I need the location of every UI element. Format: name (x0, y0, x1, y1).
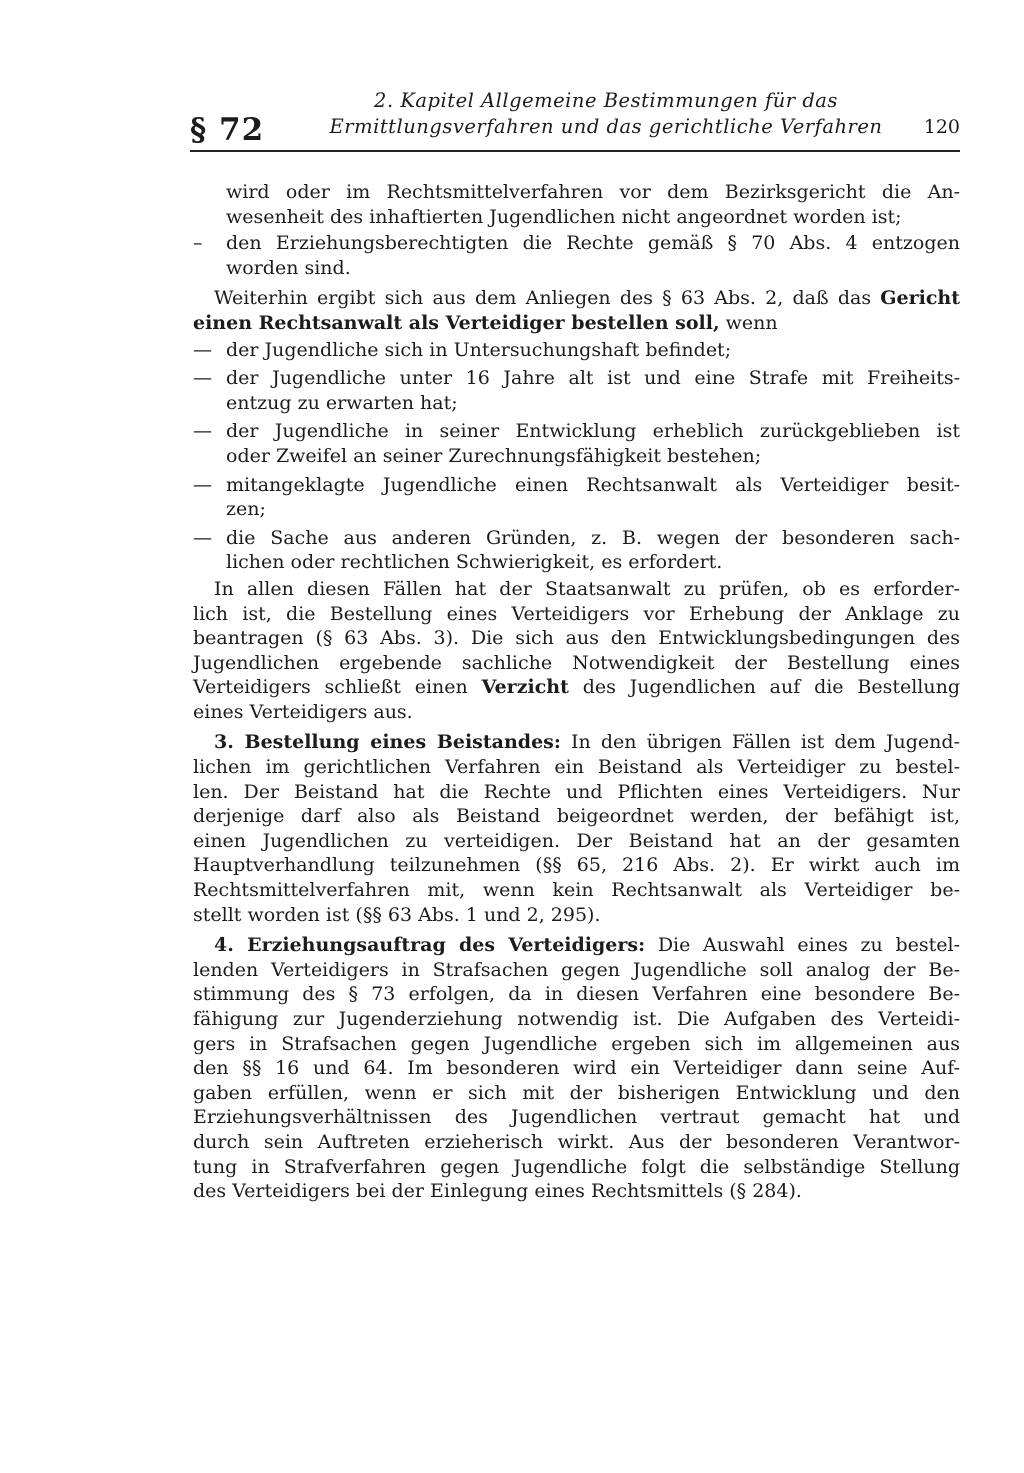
continued-item (193, 180, 960, 229)
text-line: Rechtsmittelverfahren mit, wenn kein Rechtsanwalt als Verteidiger be- (193, 879, 960, 902)
text-line: Verteidigers schließt einen Verzicht des Jugendlichen auf die Bestellung (193, 676, 960, 699)
text-line: tung in Strafverfahren gegen Jugendliche folgt die selbständige Stellung (193, 1155, 960, 1178)
text-line: mitangeklagte Jugendliche einen Rechtsanwalt als Verteidiger besit- (226, 473, 960, 496)
text-line: der Jugendliche sich in Untersuchungshaft befindet; (226, 338, 732, 361)
page-body (193, 180, 960, 1204)
chapter-title-line: Ermittlungsverfahren und das gerichtliche Verfahren (329, 115, 883, 138)
list-dash: — (193, 338, 212, 361)
text-line: gaben erfüllen, wenn er sich mit der bisherigen Entwicklung und den (193, 1081, 960, 1104)
text-line: Hauptverhandlung teilzunehmen (§§ 65, 216 Abs. 2). Er wirkt auch im (193, 854, 960, 877)
text-line: zen; (226, 498, 266, 521)
text-line: einen Rechtsanwalt als Verteidiger bestellen soll, wenn (193, 311, 778, 334)
text-line: beantragen (§ 63 Abs. 3). Die sich aus den Entwicklungsbedingungen des (193, 627, 960, 650)
text-line: 3. Bestellung eines Beistandes: In den übrigen Fällen ist dem Jugend- (214, 731, 960, 754)
chapter-title-line: 2. Kapitel Allgemeine Bestimmungen für das (374, 89, 838, 112)
page-number: 120 (923, 116, 960, 138)
text-line: den Erziehungsberechtigten die Rechte gemäß § 70 Abs. 4 entzogen (226, 232, 960, 255)
list-dash: — (193, 526, 212, 549)
text-line: einen Jugendlichen zu verteidigen. Der Beistand hat an der gesamten (193, 829, 960, 852)
text-line: wesenheit des inhaftierten Jugendlichen nicht angeordnet worden ist; (226, 205, 902, 228)
text-line: derjenige darf also als Beistand beigeordnet werden, der befähigt ist, (193, 805, 960, 828)
numbered-paragraph (193, 933, 960, 1204)
section-number: § 72 (190, 112, 265, 148)
text-line: stimmung des § 73 erfolgen, da in diesen Verfahren eine besondere Be- (193, 983, 960, 1006)
paragraph (193, 286, 960, 335)
text-line: fähigung zur Jugenderziehung notwendig ist. Die Aufgaben des Verteidi- (193, 1008, 960, 1030)
dash-list (193, 338, 960, 575)
list-item (193, 366, 960, 415)
text-line: den §§ 16 und 64. Im besonderen wird ein Verteidiger dann seine Auf- (193, 1057, 960, 1080)
text-line: worden sind. (226, 256, 351, 279)
header-rule (190, 150, 960, 152)
paragraph (193, 577, 960, 725)
chapter-title (286, 88, 926, 140)
text-line: des Verteidigers bei der Einlegung eines Rechtsmittels (§ 284). (193, 1180, 802, 1203)
list-item (193, 419, 960, 468)
text-line: gers in Strafsachen gegen Jugendliche ergeben sich im allgemeinen aus (193, 1032, 960, 1055)
text-line: entzug zu erwarten hat; (226, 391, 458, 414)
numbered-paragraph (193, 730, 960, 927)
paragraph-heading: 4. Erziehungsauftrag des Verteidigers: (214, 934, 646, 957)
text-line: der Jugendliche in seiner Entwicklung erheblich zurückgeblieben ist (226, 420, 960, 443)
text-line: wird oder im Rechtsmittelverfahren vor dem Bezirksgericht die An- (226, 181, 960, 203)
text-line: 4. Erziehungsauftrag des Verteidigers: Die Auswahl eines zu bestel- (214, 934, 961, 957)
text-line: die Sache aus anderen Gründen, z. B. wegen der besonderen sach- (226, 526, 960, 549)
text-line: Erziehungsverhältnissen des Jugendlichen vertraut gemacht hat und (193, 1106, 960, 1129)
list-item (193, 473, 960, 522)
emphasis: einen Rechtsanwalt als Verteidiger bestellen soll, (193, 311, 720, 334)
text-line: durch sein Auftreten erzieherisch wirkt. Aus der besonderen Verantwor- (193, 1130, 960, 1153)
text-line: lichen oder rechtlichen Schwierigkeit, es erfordert. (226, 551, 723, 574)
list-item (193, 526, 960, 575)
text-line: der Jugendliche unter 16 Jahre alt ist und eine Strafe mit Freiheits- (226, 367, 960, 390)
list-item (193, 231, 960, 280)
text-line: In allen diesen Fällen hat der Staatsanwalt zu prüfen, ob es erforder- (214, 577, 960, 600)
page-header (190, 84, 960, 154)
text-line: Jugendlichen ergebende sachliche Notwendigkeit der Bestellung eines (193, 651, 960, 674)
list-dash: – (193, 232, 203, 255)
text-line: stellt worden ist (§§ 63 Abs. 1 und 2, 295). (193, 903, 601, 926)
text-line: eines Verteidigers aus. (193, 700, 413, 723)
emphasis: Gericht (880, 287, 960, 310)
text-line: lich ist, die Bestellung eines Verteidigers vor Erhebung der Anklage zu (193, 602, 960, 625)
list-dash: — (193, 473, 212, 496)
text-line: oder Zweifel an seiner Zurechnungsfähigkeit bestehen; (226, 444, 762, 467)
list-dash: — (193, 367, 212, 390)
list-item (193, 338, 960, 363)
text-line: Weiterhin ergibt sich aus dem Anliegen des § 63 Abs. 2, daß das Gericht (214, 287, 960, 310)
text-line: lichen im gerichtlichen Verfahren ein Beistand als Verteidiger zu bestel- (193, 756, 960, 779)
text-line: len. Der Beistand hat die Rechte und Pflichten eines Verteidigers. Nur (193, 780, 960, 803)
paragraph-heading: 3. Bestellung eines Beistandes: (214, 731, 561, 754)
list-dash: — (193, 420, 212, 443)
emphasis: Verzicht (481, 676, 569, 699)
text-line: lenden Verteidigers in Strafsachen gegen Jugendliche soll analog der Be- (193, 958, 960, 981)
